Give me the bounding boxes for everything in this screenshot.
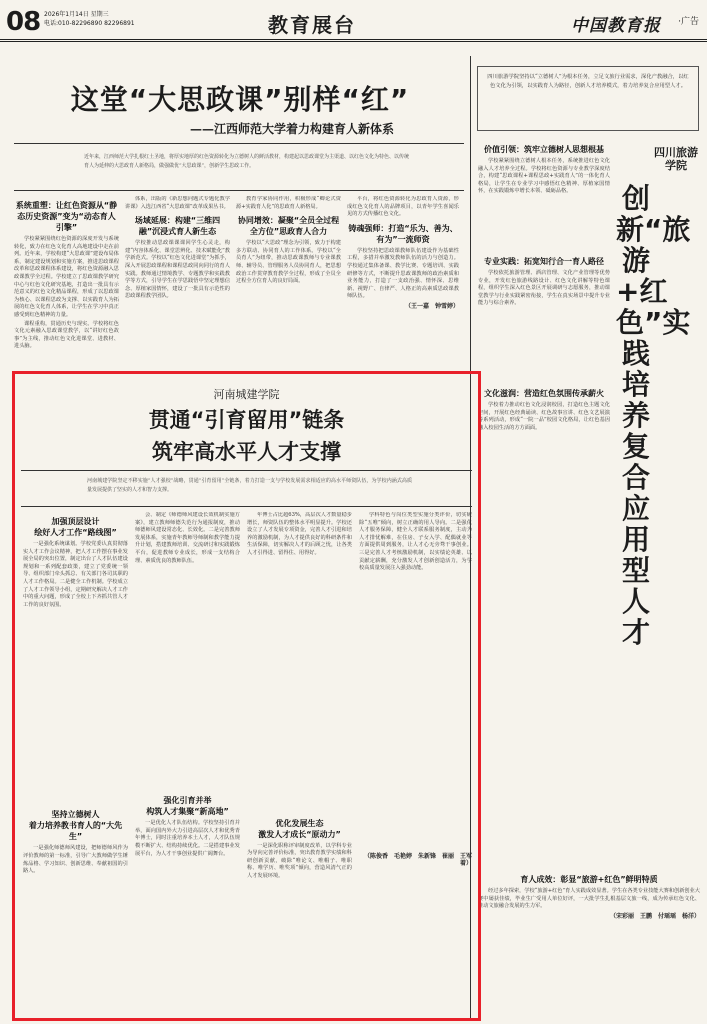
lead-col1-text2: 课程重构，贯通历史与现实。学校将红色文化元素融入思政课堂教学，以“讲好红色故事”为主线，推动红色文化进课堂、进教材、进头脑。 bbox=[14, 320, 119, 350]
highlight-c2-subhead: 强化引育并举 构筑人才集聚“新高地” bbox=[146, 796, 229, 817]
right-s4-subhead: 育人成效：彰显“旅游+红色”鲜明特质 bbox=[520, 875, 658, 884]
highlight-c1-subhead: 加强顶层设计 绘好人才工作“路线图” bbox=[34, 517, 117, 537]
lead-column-1 bbox=[14, 196, 119, 364]
right-s2-text: 学校依托旅游管理、酒店管理、文化产业管理等优势专业，开发红色旅游线路设计、红色文化讲解等特色课程，组织学生深入红色景区开展调研与志愿服务，推动课堂教学与行业实践紧密衔接，学生在真实场景中提升专业能力与综合素养。 bbox=[478, 269, 610, 307]
lead-col3-text2: 学校以“大思政”理念为引领，致力于构建多方联动、协同育人的工作体系。学校以“全员育人”为纽带，推动思政课教师与专业课教师、辅导员、管理服务人员协同育人，把思想政治工作贯穿教育教学全过程，形成了全员全过程全方位育人的良好局面。 bbox=[236, 240, 341, 285]
lead-col1-subhead: 系统重塑：让红色资源从“静态历史资源”变为“动态育人引擎” bbox=[15, 201, 118, 232]
highlight-c3-text: 年博士占比超63%，高层次人才数量稳步增长，师资队伍的整体水平明显提升。学校还设立了人才发展专项资金，完善人才引进和培养的激励机制，为人才提供良好的科研条件和生活保障，切实解决人才的后顾之忧，让各类人才引得进、留得住、用得好。 bbox=[247, 512, 352, 556]
highlight-column-4 bbox=[359, 512, 472, 1012]
lead-column-4 bbox=[347, 196, 459, 364]
header-phone: 电话:010-82296890 82296891 bbox=[44, 20, 135, 27]
divider bbox=[14, 190, 464, 191]
lead-byline: （王一嘉 钟雪婷） bbox=[404, 302, 459, 310]
lead-column-3 bbox=[236, 196, 341, 364]
header-date: 2026年1月14日 星期三 bbox=[44, 11, 109, 18]
highlight-c1-text2: 一是强化师德师风建设，把师德师风作为评价教师的第一标准，引导广大教师做学生锤炼品格、学习知识、创新思维、奉献祖国的引路人。 bbox=[23, 845, 128, 875]
lead-col2-subhead: 场域延展：构建“三维四融”沉浸式育人新生态 bbox=[134, 216, 221, 237]
right-bottom-column bbox=[478, 870, 700, 1020]
right-s1-subhead: 价值引领：筑牢立德树人思想根基 bbox=[484, 145, 604, 154]
highlight-title-line1: 贯通“引育留用”链条 bbox=[148, 408, 345, 432]
section-title: 教育展台 bbox=[268, 13, 356, 37]
highlight-c1-subhead2: 坚持立德树人 着力培养教书育人的“大先生” bbox=[28, 810, 123, 842]
highlight-c3-subhead: 优化发展生态 激发人才成长“原动力” bbox=[258, 818, 341, 839]
highlight-c4-text: 学科特色与岗位类型实施分类评价，切实破除“五唯”倾向，树立正确的用人导向。二是强化人才服务保障，健全人才联系服务制度，主动为人才排忧解难，在住房、子女入学、配偶就业等方面提供周到服务，让人才心无旁骛干事创业。三是完善人才考核激励机制，以实绩论英雄、以贡献定薪酬，充分激发人才创新创造活力，为学校高质量发展注入强劲动能。 bbox=[359, 512, 472, 572]
highlight-column-3 bbox=[247, 512, 352, 1012]
highlight-column-2 bbox=[135, 512, 240, 1012]
highlight-c3-text2: 一是深化职称评审制度改革，以学科专业为导向完善评价标准，突出教育教学实绩和科研创新贡献，破除“唯论文、唯帽子、唯职称、唯学历、唯奖项”倾向，营造风清气正的人才发展环境。 bbox=[247, 842, 352, 879]
lead-col4-text2: 学校坚持把思政课教师队伍建设作为基础性工程，多措并举激发教师队伍的活力与创造力。学校通过集体备课、教学比赛、专题培训、实践研修等方式，不断提升思政课教师的政治素质和业务能力，打造了一支政治强、情怀深、思维新、视野广、自律严、人格正的高素质思政课教师队伍。 bbox=[347, 247, 459, 300]
highlight-title-line2: 筑牢高水平人才支撑 bbox=[152, 440, 341, 464]
lead-subheadline: ——江西师范大学着力构建育人新体系 bbox=[190, 122, 395, 136]
lead-column-2 bbox=[125, 196, 230, 364]
right-s1-text: 学校紧紧围绕立德树人根本任务，系统推进红色文化融入人才培养全过程。学校将红色资源与专业教学深度结合，构建“思政课程+课程思政+实践育人”的一体化育人格局，让学生在专业学习中感悟红色精神、厚植家国情怀，在实践锻炼中增长本领、砥砺品格。 bbox=[478, 158, 610, 195]
lead-col2-text2: 学校推动思政课课课回学生心灵走，构建“内容体系化、课堂思辨化、技术赋能化”教学新范式。学校以“红色文化进课堂”为抓手，深入开展思政课程和课程思政同向同行的育人实践。教师通过情境教学、专题教学和实践教学等方式，引导学生在学思践悟中坚定理想信念、厚植家国情怀，建设了一批具有示范性的思政课程教学团队。 bbox=[125, 240, 230, 300]
page-header bbox=[0, 0, 707, 42]
lead-col1-text: 学校紧紧围绕红色资源的深度开发与系统转化，致力在红色文化育人高地建设中走在前列。近年来，学校构建“大思政课”建设布局体系，制定建设规划和实施方案，推进思政课程改革和思政课程体系建设，将红色资源融入思政课教学全过程。学校建立了思政课教学研究中心与红色文化研究基地，打造出一批具有示范意义的红色文化精品课程，形成了以思政课为核心、以课程思政为支撑、以实践育人为拓展的红色文化育人体系，让学生在学习中真正感受到红色精神的力量。 bbox=[14, 236, 119, 318]
divider bbox=[14, 143, 464, 144]
right-s3-subhead: 文化滋润：营造红色氛围传承薪火 bbox=[484, 388, 604, 398]
highlight-intro: 河南城建学院坚定不移实施“人才强校”战略，贯通“引育留用”全链条，着力打造一支与学校发展需求相适应的高水平师资队伍，为学校内涵式高质量发展提供了坚实的人才和智力支撑。 bbox=[87, 478, 412, 493]
lead-col2-text: 体系，出版的《新思想问题式专题化教学讲课》入选江西省“大思政课”改革成果丛书。 bbox=[125, 196, 230, 210]
right-byline: （宋彩丽 王鹏 付瑶瑶 杨洋） bbox=[609, 912, 700, 920]
header-meta bbox=[44, 10, 135, 28]
lead-col3-text: 教育学家协同作用，积极形成“卿论式资源+实践育人化”的思政育人新格局。 bbox=[236, 196, 341, 210]
divider bbox=[21, 506, 472, 507]
right-s2-subhead: 专业实践：拓宽知行合一育人路径 bbox=[484, 256, 604, 266]
lead-col4-text: 平台，将红色资源转化为思政育人资源，形成红色文化育人的品牌项目，以青年学生喜闻乐见的方式传播红色文化。 bbox=[347, 196, 459, 218]
highlight-c2-text: 会、制定《师德师风建设长效机制实施方案》，建立教师师德失范行为通报制度，推动师德师风建设常态化、长效化。二是完善教师发展体系，实施青年教师导师制和教学能力提升计划，搭建教师培训、交流研讨和实践锻炼平台，促进教师专业成长，形成一支结构合理、素质优良的教师队伍。 bbox=[135, 512, 240, 564]
lead-col4-subhead: 铸魂强师：打造“乐为、善为、有为”一流师资 bbox=[348, 223, 458, 244]
highlighted-article[interactable] bbox=[12, 371, 481, 1021]
highlight-institution: 河南城建学院 bbox=[213, 388, 280, 401]
ad-mark: ·广告 bbox=[678, 17, 699, 27]
highlight-byline: （陈俊香 毛艳婷 朱新锋 崔丽 王军着） bbox=[363, 852, 472, 868]
highlight-c1-text: 一是强化系统谋划。学校党委认真贯彻落实人才工作会议精神，把人才工作摆在事业发展全局的突出位置，制定出台了人才队伍建设规划和一系列配套政策，建立了党委统一领导、组织部门牵头抓总、有关部门各司其职的人才工作格局。二是健全工作机制。学校成立了人才工作领导小组，定期研究解决人才工作中的重大问题，形成了全校上下齐抓共管人才工作的良好氛围。 bbox=[23, 541, 128, 608]
page-number: 08 bbox=[6, 7, 41, 37]
right-vertical-headline: 创新“旅游+红色”实践 培养复合应用型人才 bbox=[616, 182, 691, 649]
highlight-c2-text2: 一是优化人才队伍结构。学校坚持引育并举，面向国内外大力引进高层次人才和优秀青年博士，同时注重培养本土人才，人才队伍规模不断扩大、结构持续优化。二是搭建事业发展平台，为人才干事创业提供广阔舞台。 bbox=[135, 820, 240, 857]
divider bbox=[21, 470, 472, 471]
lead-headline: 这堂“大思政课”别样“红” bbox=[70, 83, 410, 116]
lead-intro: 近年来，江西师范大学扎根红土圣地，将厚实地厚的红色资源转化为立德树人的鲜活教材，构建起以思政课堂为主渠道、以红色文化为特色、以传统育人为延伸的大思政育人新格局，做强做优“大思政课”，创新学生思政工作。 bbox=[84, 154, 410, 169]
highlight-column-1 bbox=[23, 512, 128, 1012]
right-institution: 四川旅游学院 bbox=[654, 146, 698, 172]
right-s3-text: 学校着力推动红色文化浸润校园，打造红色主题文化空间，开展红色经典诵读、红色故事宣讲、红色文艺展演等系列活动，形成“一院一品”校园文化格局，让红色基因融入校园生活的方方面面。 bbox=[478, 401, 610, 431]
right-info-box: 四川旅游学院坚持以“立德树人”为根本任务，立足文旅行业需求，深化产教融合，以红色文化为引领，以实践育人为路径，创新人才培养模式，着力培养复合应用型人才。 bbox=[477, 66, 699, 131]
lead-col3-subhead: 协同增效：凝聚“全员全过程全方位”思政育人合力 bbox=[237, 216, 340, 237]
masthead-logo: 中国教育报 bbox=[571, 16, 661, 36]
right-s4-text: 经过多年探索，学校“旅游+红色”育人实践成效显著。学生在各类专业技能大赛和创新创业大赛中屡获佳绩，毕业生广受用人单位好评，一大批学生扎根基层文旅一线，成为传承红色文化、推动文旅融合发展的生力军。 bbox=[478, 888, 700, 910]
